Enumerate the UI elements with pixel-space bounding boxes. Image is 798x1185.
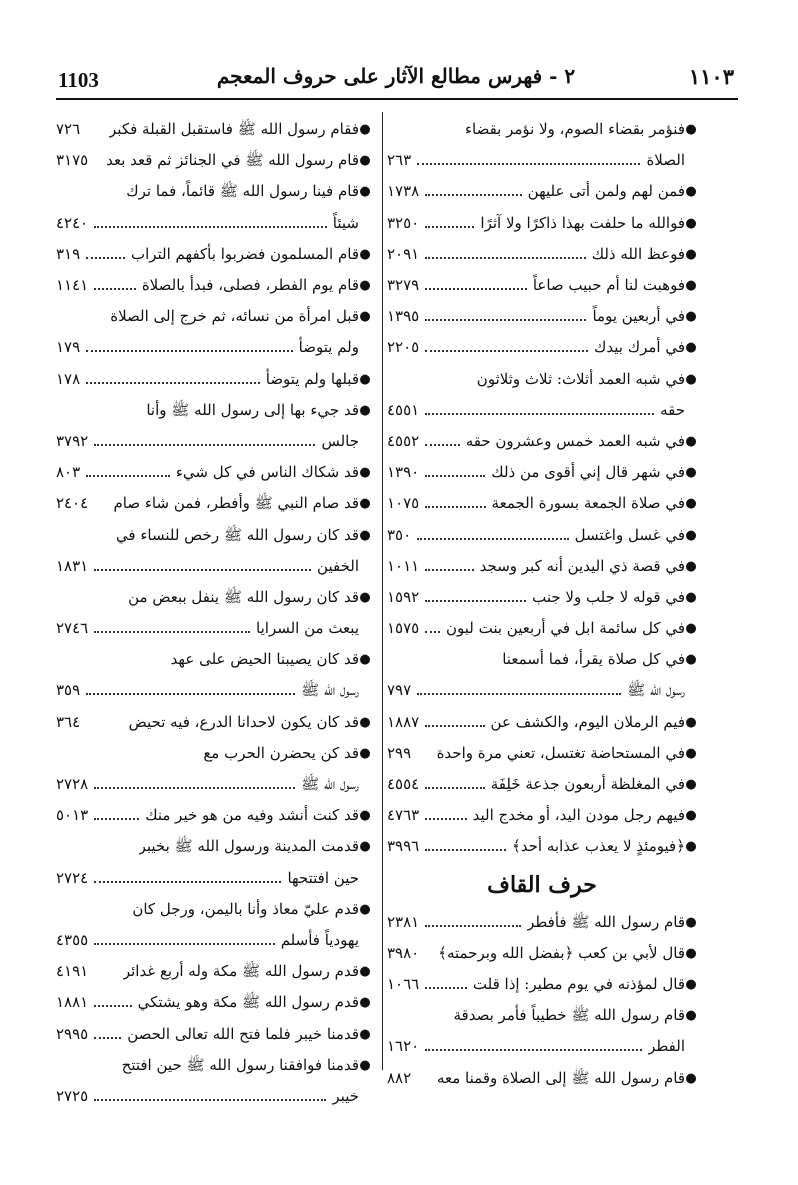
entry-text: قد صام النبي ﷺ وأفطر، فمن شاء صام [113,494,359,513]
entry-reference-number: ١٨٨٧ [387,712,420,731]
dot-leader [62,1068,116,1069]
bullet-icon: ● [685,777,697,793]
index-entry [387,364,697,395]
index-entry-continuation [56,925,371,956]
bullet-icon: ● [359,122,371,138]
entry-text: قدمنا خيبر فلما فتح الله تعالى الحصن [127,1024,359,1043]
entry-reference-number: ١٧٣٨ [387,182,420,201]
index-entry-continuation [56,675,371,706]
entry-text: في المغلظة أربعون جذعة خَلِفَة [490,775,685,794]
entry-text: في شبه العمد خمس وعشرون حقه [465,431,685,450]
bullet-icon: ● [359,527,371,543]
dot-leader [417,1081,431,1082]
dot-leader [393,382,471,383]
bullet-icon: ● [685,808,697,824]
dot-leader [425,956,432,957]
index-entry [387,114,697,145]
entry-text: قد كان يكون لاحدانا الدرع، فيه تحيض [128,712,359,731]
entry-reference-number: ١١٤١ [56,276,89,295]
bullet-icon: ● [685,1070,697,1086]
entry-text: في شبه العمد أثلاث: ثلاث وثلاثون [476,369,685,388]
entry-text: فوهبت لنا أم حبيب صاعاً [532,276,685,295]
index-entry-continuation [56,208,371,239]
index-entry [387,176,697,207]
dot-leader [425,630,440,633]
index-entry [387,426,697,457]
index-entry [387,1000,697,1031]
dot-leader [393,662,496,663]
entry-text: قدم رسول الله ﷺ مكة وهو يشتكي [137,993,359,1012]
index-entry-continuation [387,145,697,176]
index-entry [56,270,371,301]
dot-leader [425,724,484,727]
bullet-icon: ● [359,184,371,200]
index-entry-continuation [387,675,697,706]
entry-text: الفطر [648,1037,685,1056]
index-entry [387,239,697,270]
dot-leader [425,924,521,927]
dot-leader [62,662,165,663]
index-entry [387,1062,697,1093]
entry-reference-number: ٤٥٥٤ [387,775,420,794]
bullet-icon: ● [685,433,697,449]
index-entry-continuation [56,863,371,894]
dot-leader [425,599,526,602]
right-column [387,114,697,1094]
index-entry-continuation [56,1081,371,1112]
dot-leader [62,538,110,539]
entry-reference-number: ٢٦٣ [387,151,412,170]
bullet-icon: ● [685,371,697,387]
index-entry [56,582,371,613]
index-entry-continuation [56,613,371,644]
dot-leader [94,630,250,633]
dot-leader [94,1036,121,1039]
bullet-icon: ● [359,839,371,855]
entry-reference-number: ٨٠٣ [56,463,81,482]
index-entry [387,644,697,675]
bullet-icon: ● [685,1008,697,1024]
dot-leader [425,225,474,228]
index-entry [387,301,697,332]
entry-text: في كل صلاة يقرأ، فما أسمعنا [502,650,685,669]
entry-reference-number: ١٣٩٠ [387,463,420,482]
entry-text: رسول الله ﷺ [627,681,685,700]
index-entry [56,301,371,332]
bullet-icon: ● [359,745,371,761]
entry-text: في غسل واغتسل [574,525,685,544]
dot-leader [425,318,586,321]
entry-text: قدم عليّ معاذ وأنا باليمن، ورجل كان [132,899,359,918]
entry-text: حقه [660,400,685,419]
entry-reference-number: ١٨٨١ [56,993,89,1012]
index-entry [387,551,697,582]
entry-reference-number: ٤٥٥٢ [387,431,420,450]
bullet-icon: ● [685,122,697,138]
index-entry [56,488,371,519]
bullet-icon: ● [359,652,371,668]
index-entry [56,145,371,176]
entry-reference-number: ٢٢٠٥ [387,338,420,357]
entry-reference-number: ١٦٢٠ [387,1037,420,1056]
entry-reference-number: ١٠١١ [387,556,420,575]
entry-reference-number: ٣١٧٥ [56,151,89,170]
entry-reference-number: ١٨٣١ [56,556,89,575]
entry-text: في كل سائمة ابل في أربعين بنت لبون [445,619,685,638]
entry-reference-number: ٢٩٩ [387,743,412,762]
entry-text: رسول الله ﷺ [301,681,359,700]
entry-text: في صلاة الجمعة بسورة الجمعة [491,494,685,513]
entry-text: قبل امرأة من نسائه، ثم خرج إلى الصلاة [110,307,359,326]
entry-text: قدمنا فوافقنا رسول الله ﷺ حين افتتح [121,1055,359,1074]
bullet-icon: ● [685,621,697,637]
bullet-icon: ● [685,914,697,930]
index-entry [56,956,371,987]
dot-leader [425,256,585,259]
dot-leader [86,132,103,133]
entry-text: قد كان رسول الله ﷺ ينفل ببعض من [128,587,359,606]
index-entry [56,707,371,738]
dot-leader [94,568,311,571]
dot-leader [417,692,621,695]
entry-reference-number: ١٠٦٦ [387,974,420,993]
entry-text: في المستحاضة تغتسل، تعني مرة واحدة [436,743,685,762]
dot-leader [425,505,485,508]
dot-leader [94,225,327,228]
entry-reference-number: ٨٨٢ [387,1068,412,1087]
entry-text: رسول الله ﷺ [301,775,359,794]
entry-text: قدم رسول الله ﷺ مكة وله أربع غدائر [122,962,359,981]
entry-reference-number: ٣٩٩٦ [387,837,420,856]
bullet-icon: ● [685,465,697,481]
entry-reference-number: ٤٣٥٥ [56,930,89,949]
left-column [56,114,371,1112]
index-entry [56,644,371,675]
bullet-icon: ● [359,465,371,481]
entry-text: قال لأبي بن كعب ﴿بفضل الله وبرحمته﴾ [438,943,685,962]
bullet-icon: ● [685,652,697,668]
dot-leader [94,880,281,883]
entry-text: قد كنت أنشد وفيه من هو خير منك [145,806,359,825]
entry-text: في قوله لا جلب ولا جنب [532,587,685,606]
entry-text: قد كان رسول الله ﷺ رخص للنساء في [115,525,359,544]
entry-text: قام رسول الله ﷺ إلى الصلاة وقمنا معه [436,1068,685,1087]
bullet-icon: ● [359,1057,371,1073]
bullet-icon: ● [685,246,697,262]
page-number-arabic: ١١٠٣ [688,64,734,89]
dot-leader [62,413,140,414]
index-entry [387,769,697,800]
index-entry [56,1050,371,1081]
bullet-icon: ● [359,278,371,294]
entry-reference-number: ٣٦٤ [56,712,81,731]
bullet-icon: ● [359,901,371,917]
entry-text: قام رسول الله ﷺ فأفطر [527,912,685,931]
bullet-icon: ● [685,976,697,992]
page-number-latin: 1103 [58,68,99,92]
dot-leader [425,986,467,989]
entry-text: قدمت المدينة ورسول الله ﷺ بخيبر [138,837,359,856]
index-entry [387,208,697,239]
dot-leader [86,725,122,726]
entry-text: فقام رسول الله ﷺ فاستقبل القبلة فكبر [109,120,359,139]
bullet-icon: ● [685,309,697,325]
index-entry-continuation [387,1031,697,1062]
page-header [58,62,734,96]
entry-text: شيئاً [332,213,359,232]
dot-leader [425,412,654,415]
dot-leader [94,942,274,945]
entry-reference-number: ٢٧٤٦ [56,619,89,638]
entry-text: قام فينا رسول الله ﷺ قائماً، فما ترك [126,182,359,201]
entry-reference-number: ٧٢٦ [56,120,81,139]
dot-leader [94,1004,131,1007]
entry-text: الخفين [317,556,359,575]
section-heading-label: حرف القاف [487,871,597,898]
dot-leader [86,256,125,259]
entry-reference-number: ١٥٧٥ [387,619,420,638]
entry-text: في قصة ذي اليدين أنه كبر وسجد [479,556,685,575]
dot-leader [425,848,506,851]
entry-text: قبلها ولم يتوضأ [265,369,359,388]
entry-text: ولم يتوضأ [298,338,359,357]
index-entry [387,800,697,831]
bullet-icon: ● [359,371,371,387]
entry-reference-number: ٤١٩١ [56,962,89,981]
index-entry [387,707,697,738]
entry-text: فوالله ما حلفت بهذا ذاكرًا ولا آثرًا [480,213,685,232]
header-rule [56,98,738,100]
dot-leader [425,193,521,196]
bullet-icon: ● [685,945,697,961]
dot-leader [393,1018,448,1019]
bullet-icon: ● [685,184,697,200]
dot-leader [425,568,473,571]
entry-text: في شهر قال إني أقوى من ذلك [491,463,685,482]
index-entry [387,738,697,769]
bullet-icon: ● [685,215,697,231]
entry-reference-number: ٣٥٩ [56,681,81,700]
index-entry-continuation [56,426,371,457]
dot-leader [94,287,136,290]
dot-leader [62,912,126,913]
entry-text: قد كان يصيبنا الحيض على عهد [170,650,359,669]
entry-reference-number: ٣٢٧٩ [387,276,420,295]
dot-leader [94,786,295,789]
entry-text: قام المسلمون فضربوا بأكفهم التراب [130,244,359,263]
dot-leader [425,786,484,789]
dot-leader [94,974,117,975]
index-entry [387,488,697,519]
bullet-icon: ● [685,278,697,294]
index-entry-continuation [56,332,371,363]
entry-reference-number: ١٧٩ [56,338,81,357]
entry-text: قال لمؤذنه في يوم مطير: إذا قلت [472,974,685,993]
index-entry [387,457,697,488]
dot-leader [94,506,107,507]
bullet-icon: ● [359,964,371,980]
index-entry [56,800,371,831]
index-entry [56,519,371,550]
entry-reference-number: ٧٩٧ [387,681,412,700]
dot-leader [62,194,120,195]
entry-reference-number: ٢٧٢٥ [56,1086,89,1105]
bullet-icon: ● [359,402,371,418]
bullet-icon: ● [685,340,697,356]
index-entry [387,831,697,862]
entry-reference-number: ٥٠١٣ [56,806,89,825]
bullet-icon: ● [359,589,371,605]
entry-text: قد كن يحضرن الحرب مع [203,743,359,762]
entry-text: فمن لهم ولمن أتى عليهن [527,182,685,201]
bullet-icon: ● [359,808,371,824]
index-entry [56,176,371,207]
dot-leader [417,537,569,540]
dot-leader [393,132,459,133]
entry-reference-number: ٣٢٥٠ [387,213,420,232]
dot-leader [86,381,260,384]
entry-text: في أمرك بيدك [594,338,685,357]
index-entry [56,114,371,145]
entry-reference-number: ١٧٨ [56,369,81,388]
dot-leader [425,287,527,290]
entry-text: قام رسول الله ﷺ في الجنائز ثم قعد بعد [106,151,359,170]
index-entry [387,613,697,644]
column-divider [382,112,383,1070]
index-entry [56,831,371,862]
dot-leader [425,817,466,820]
entry-reference-number: ٢٧٢٨ [56,775,89,794]
index-entry [387,907,697,938]
entry-reference-number: ٢٠٩١ [387,244,420,263]
dot-leader [94,817,139,820]
index-entry-continuation [56,769,371,800]
index-entry [56,239,371,270]
dot-leader [86,692,295,695]
entry-reference-number: ٣٧٩٢ [56,431,89,450]
dot-leader [94,443,315,446]
dot-leader [62,849,133,850]
index-entry [387,969,697,1000]
bullet-icon: ● [685,589,697,605]
dot-leader [62,756,197,757]
entry-text: حين افتتحها [287,868,359,887]
bullet-icon: ● [685,745,697,761]
index-entry [387,938,697,969]
entry-text: قد جيء بها إلى رسول الله ﷺ وأنا [146,400,359,419]
bullet-icon: ● [359,995,371,1011]
dot-leader [86,474,170,477]
entry-text: قام رسول الله ﷺ خطيباً فأمر بصدقة [453,1006,685,1025]
section-heading [387,863,697,907]
entry-reference-number: ٤٥٥١ [387,400,420,419]
entry-text: خيبر [332,1086,359,1105]
bullet-icon: ● [685,558,697,574]
entry-text: فوعظ الله ذلك [591,244,685,263]
entry-reference-number: ٢٣٨١ [387,912,420,931]
index-entry-continuation [56,551,371,582]
bullet-icon: ● [359,153,371,169]
dot-leader [86,349,293,352]
entry-text: في أربعين يوماً [592,307,685,326]
entry-reference-number: ٤٢٤٠ [56,213,89,232]
entry-reference-number: ٣٥٠ [387,525,412,544]
dot-leader [94,163,100,164]
entry-reference-number: ١٣٩٥ [387,307,420,326]
index-entry [387,332,697,363]
entry-text: جالس [321,431,359,450]
entry-reference-number: ٤٧٦٣ [387,806,420,825]
index-entry [56,457,371,488]
index-entry [387,270,697,301]
entry-reference-number: ٢٩٩٥ [56,1024,89,1043]
entry-text: ﴿فيومئذٍ لا يعذب عذابه أحد﴾ [511,837,685,856]
entry-reference-number: ٣٩٨٠ [387,943,420,962]
dot-leader [425,1048,642,1051]
bullet-icon: ● [359,309,371,325]
entry-text: قام يوم الفطر، فصلى، فبدأ بالصلاة [141,276,359,295]
dot-leader [62,319,104,320]
entry-reference-number: ٣١٩ [56,244,81,263]
index-entry [56,987,371,1018]
entry-text: فيم الرملان اليوم، والكشف عن [490,712,685,731]
entry-text: يهودياً فأسلم [280,930,359,949]
entry-reference-number: ١٠٧٥ [387,494,420,513]
dot-leader [425,349,588,352]
entry-text: يبعث من السرايا [256,619,359,638]
index-entry [387,582,697,613]
entry-text: قد شكاك الناس في كل شيء [175,463,359,482]
bullet-icon: ● [685,496,697,512]
bullet-icon: ● [685,839,697,855]
bullet-icon: ● [359,714,371,730]
dot-leader [62,600,122,601]
index-entry [387,519,697,550]
index-entry [56,1018,371,1049]
bullet-icon: ● [359,1026,371,1042]
entry-text: الصلاة [646,151,685,170]
dot-leader [417,162,640,165]
dot-leader [94,1098,326,1101]
index-entry [56,738,371,769]
entry-text: فنؤمر بقضاء الصوم، ولا نؤمر بقضاء [464,120,685,139]
bullet-icon: ● [359,496,371,512]
bullet-icon: ● [685,527,697,543]
dot-leader [417,756,430,757]
entry-reference-number: ١٥٩٢ [387,587,420,606]
index-entry [56,395,371,426]
dot-leader [425,443,460,446]
index-entry [56,894,371,925]
dot-leader [425,474,485,477]
entry-reference-number: ٢٧٢٤ [56,868,89,887]
entry-reference-number: ٢٤٠٤ [56,494,89,513]
bullet-icon: ● [685,714,697,730]
page-title: ٢ - فهرس مطالع الآثار على حروف المعجم [216,64,576,88]
index-entry-continuation [387,395,697,426]
bullet-icon: ● [359,246,371,262]
index-entry [56,364,371,395]
entry-text: فيهم رجل مودن اليد، أو مخدج اليد [472,806,685,825]
